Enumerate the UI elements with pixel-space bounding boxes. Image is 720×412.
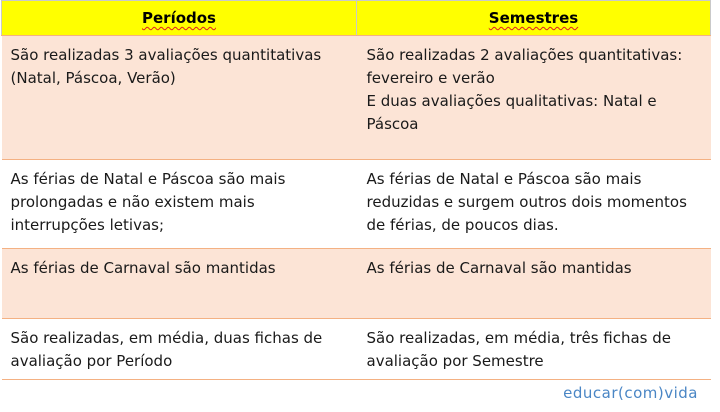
cell-line: avaliação por Semestre (366, 352, 544, 370)
table-cell-periodos (2, 160, 357, 249)
table-cell-periodos (2, 319, 357, 380)
table-row (2, 36, 711, 160)
cell-line: reduzidas e surgem outros dois momentos (366, 193, 687, 211)
header-periodos-label: Períodos (142, 9, 216, 27)
table-row (2, 249, 711, 319)
comparison-table (1, 0, 711, 380)
table-cell-semestres (357, 160, 711, 249)
cell-line: São realizadas 3 avaliações quantitativas (10, 46, 322, 64)
cell-line: interrupções letivas; (10, 216, 165, 234)
cell-line: de férias, de poucos dias. (366, 216, 559, 234)
cell-line: Páscoa (366, 115, 419, 133)
cell-line: As férias de Natal e Páscoa são mais (366, 170, 642, 188)
header-semestres (357, 1, 711, 36)
watermark-logo-text: educar(com)vida (563, 384, 698, 402)
cell-line: São realizadas, em média, duas fichas de (10, 329, 323, 347)
cell-line: avaliação por Período (10, 352, 173, 370)
table-row (2, 160, 711, 249)
table-cell-semestres (357, 249, 711, 319)
table-row (2, 319, 711, 380)
table-cell-periodos (2, 249, 357, 319)
header-semestres-label: Semestres (488, 9, 579, 27)
table-cell-semestres (357, 36, 711, 160)
table-cell-periodos (2, 36, 357, 160)
cell-line: São realizadas, em média, três fichas de (366, 329, 672, 347)
header-row (2, 1, 711, 36)
cell-line: São realizadas 2 avaliações quantitativas: (366, 46, 683, 64)
cell-line: fevereiro e verão (366, 69, 495, 87)
cell-line: As férias de Carnaval são mantidas (366, 259, 632, 277)
cell-line: prolongadas e não existem mais (10, 193, 255, 211)
cell-line: (Natal, Páscoa, Verão) (10, 69, 176, 87)
header-periodos (2, 1, 357, 36)
cell-line: As férias de Carnaval são mantidas (10, 259, 276, 277)
table-cell-semestres (357, 319, 711, 380)
cell-line: E duas avaliações qualitativas: Natal e (366, 92, 657, 110)
cell-line: As férias de Natal e Páscoa são mais (10, 170, 286, 188)
